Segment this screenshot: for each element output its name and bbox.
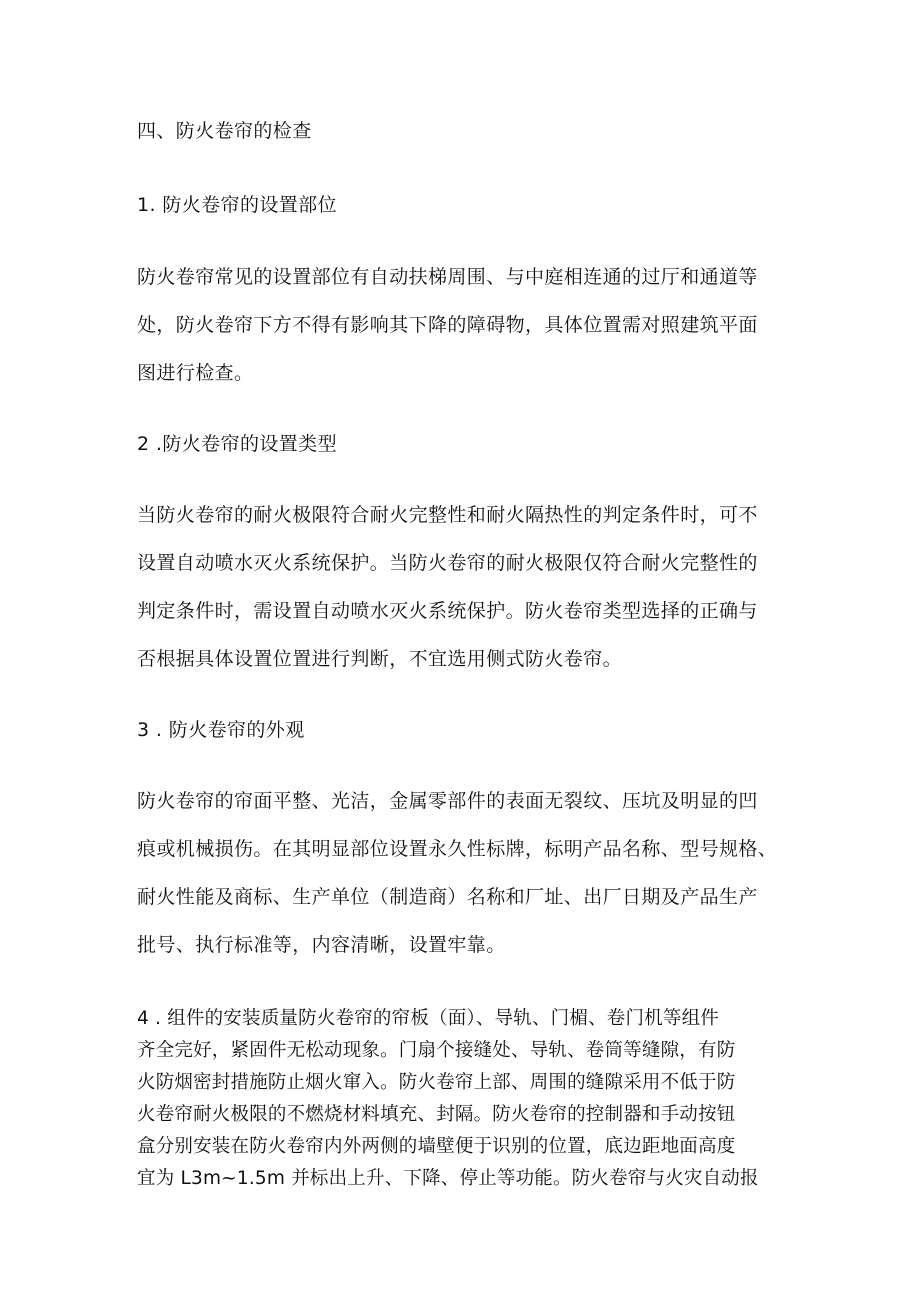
item4-line: 火卷帘耐火极限的不燃烧材料填充、封隔。防火卷帘的控制器和手动按钮 — [137, 1104, 736, 1125]
item1-line: 图进行检查。 — [137, 362, 254, 384]
item4-line: 盒分别安装在防火卷帘内外两侧的墙壁便于识别的位置，底边距地面高度 — [137, 1136, 736, 1157]
item3-line: 批号、执行标准等，内容清晰，设置牢靠。 — [137, 934, 506, 956]
item4-line: 4 . 组件的安装质量防火卷帘的帘板（面）、导轨、门楣、卷门机等组件 — [137, 1008, 719, 1029]
item4-line: 宜为 L3m~1.5m 并标出上升、下降、停止等功能。防火卷帘与火灾自动报 — [137, 1168, 759, 1189]
item1-line: 防火卷帘常见的设置部位有自动扶梯周围、与中庭相连通的过厅和通道等 — [137, 266, 758, 288]
item1-line: 处，防火卷帘下方不得有影响其下降的障碍物，具体位置需对照建筑平面 — [137, 314, 758, 336]
item1-heading: 1. 防火卷帘的设置部位 — [137, 194, 337, 216]
item2-line: 否根据具体设置位置进行判断，不宜选用侧式防火卷帘。 — [137, 648, 623, 670]
section-title: 四、防火卷帘的检查 — [137, 120, 312, 142]
item4-line: 火防烟密封措施防止烟火窜入。防火卷帘上部、周围的缝隙采用不低于防 — [137, 1072, 736, 1093]
item3-line: 防火卷帘的帘面平整、光洁，金属零部件的表面无裂纹、压坑及明显的凹 — [137, 790, 758, 812]
item2-line: 判定条件时，需设置自动喷水灭火系统保护。防火卷帘类型选择的正确与 — [137, 600, 758, 622]
item3-line: 耐火性能及商标、生产单位（制造商）名称和厂址、出厂日期及产品生产 — [137, 886, 758, 908]
item3-line: 痕或机械损伤。在其明显部位设置永久性标牌，标明产品名称、型号规格、 — [137, 838, 778, 860]
item4-line: 齐全完好，紧固件无松动现象。门扇个接缝处、导轨、卷筒等缝隙，有防 — [137, 1040, 736, 1061]
item2-line: 当防火卷帘的耐火极限符合耐火完整性和耐火隔热性的判定条件时，可不 — [137, 504, 758, 526]
item3-heading: 3 . 防火卷帘的外观 — [137, 719, 305, 741]
item2-heading: 2 .防火卷帘的设置类型 — [137, 433, 337, 455]
item2-line: 设置自动喷水灭火系统保护。当防火卷帘的耐火极限仅符合耐火完整性的 — [137, 552, 758, 574]
